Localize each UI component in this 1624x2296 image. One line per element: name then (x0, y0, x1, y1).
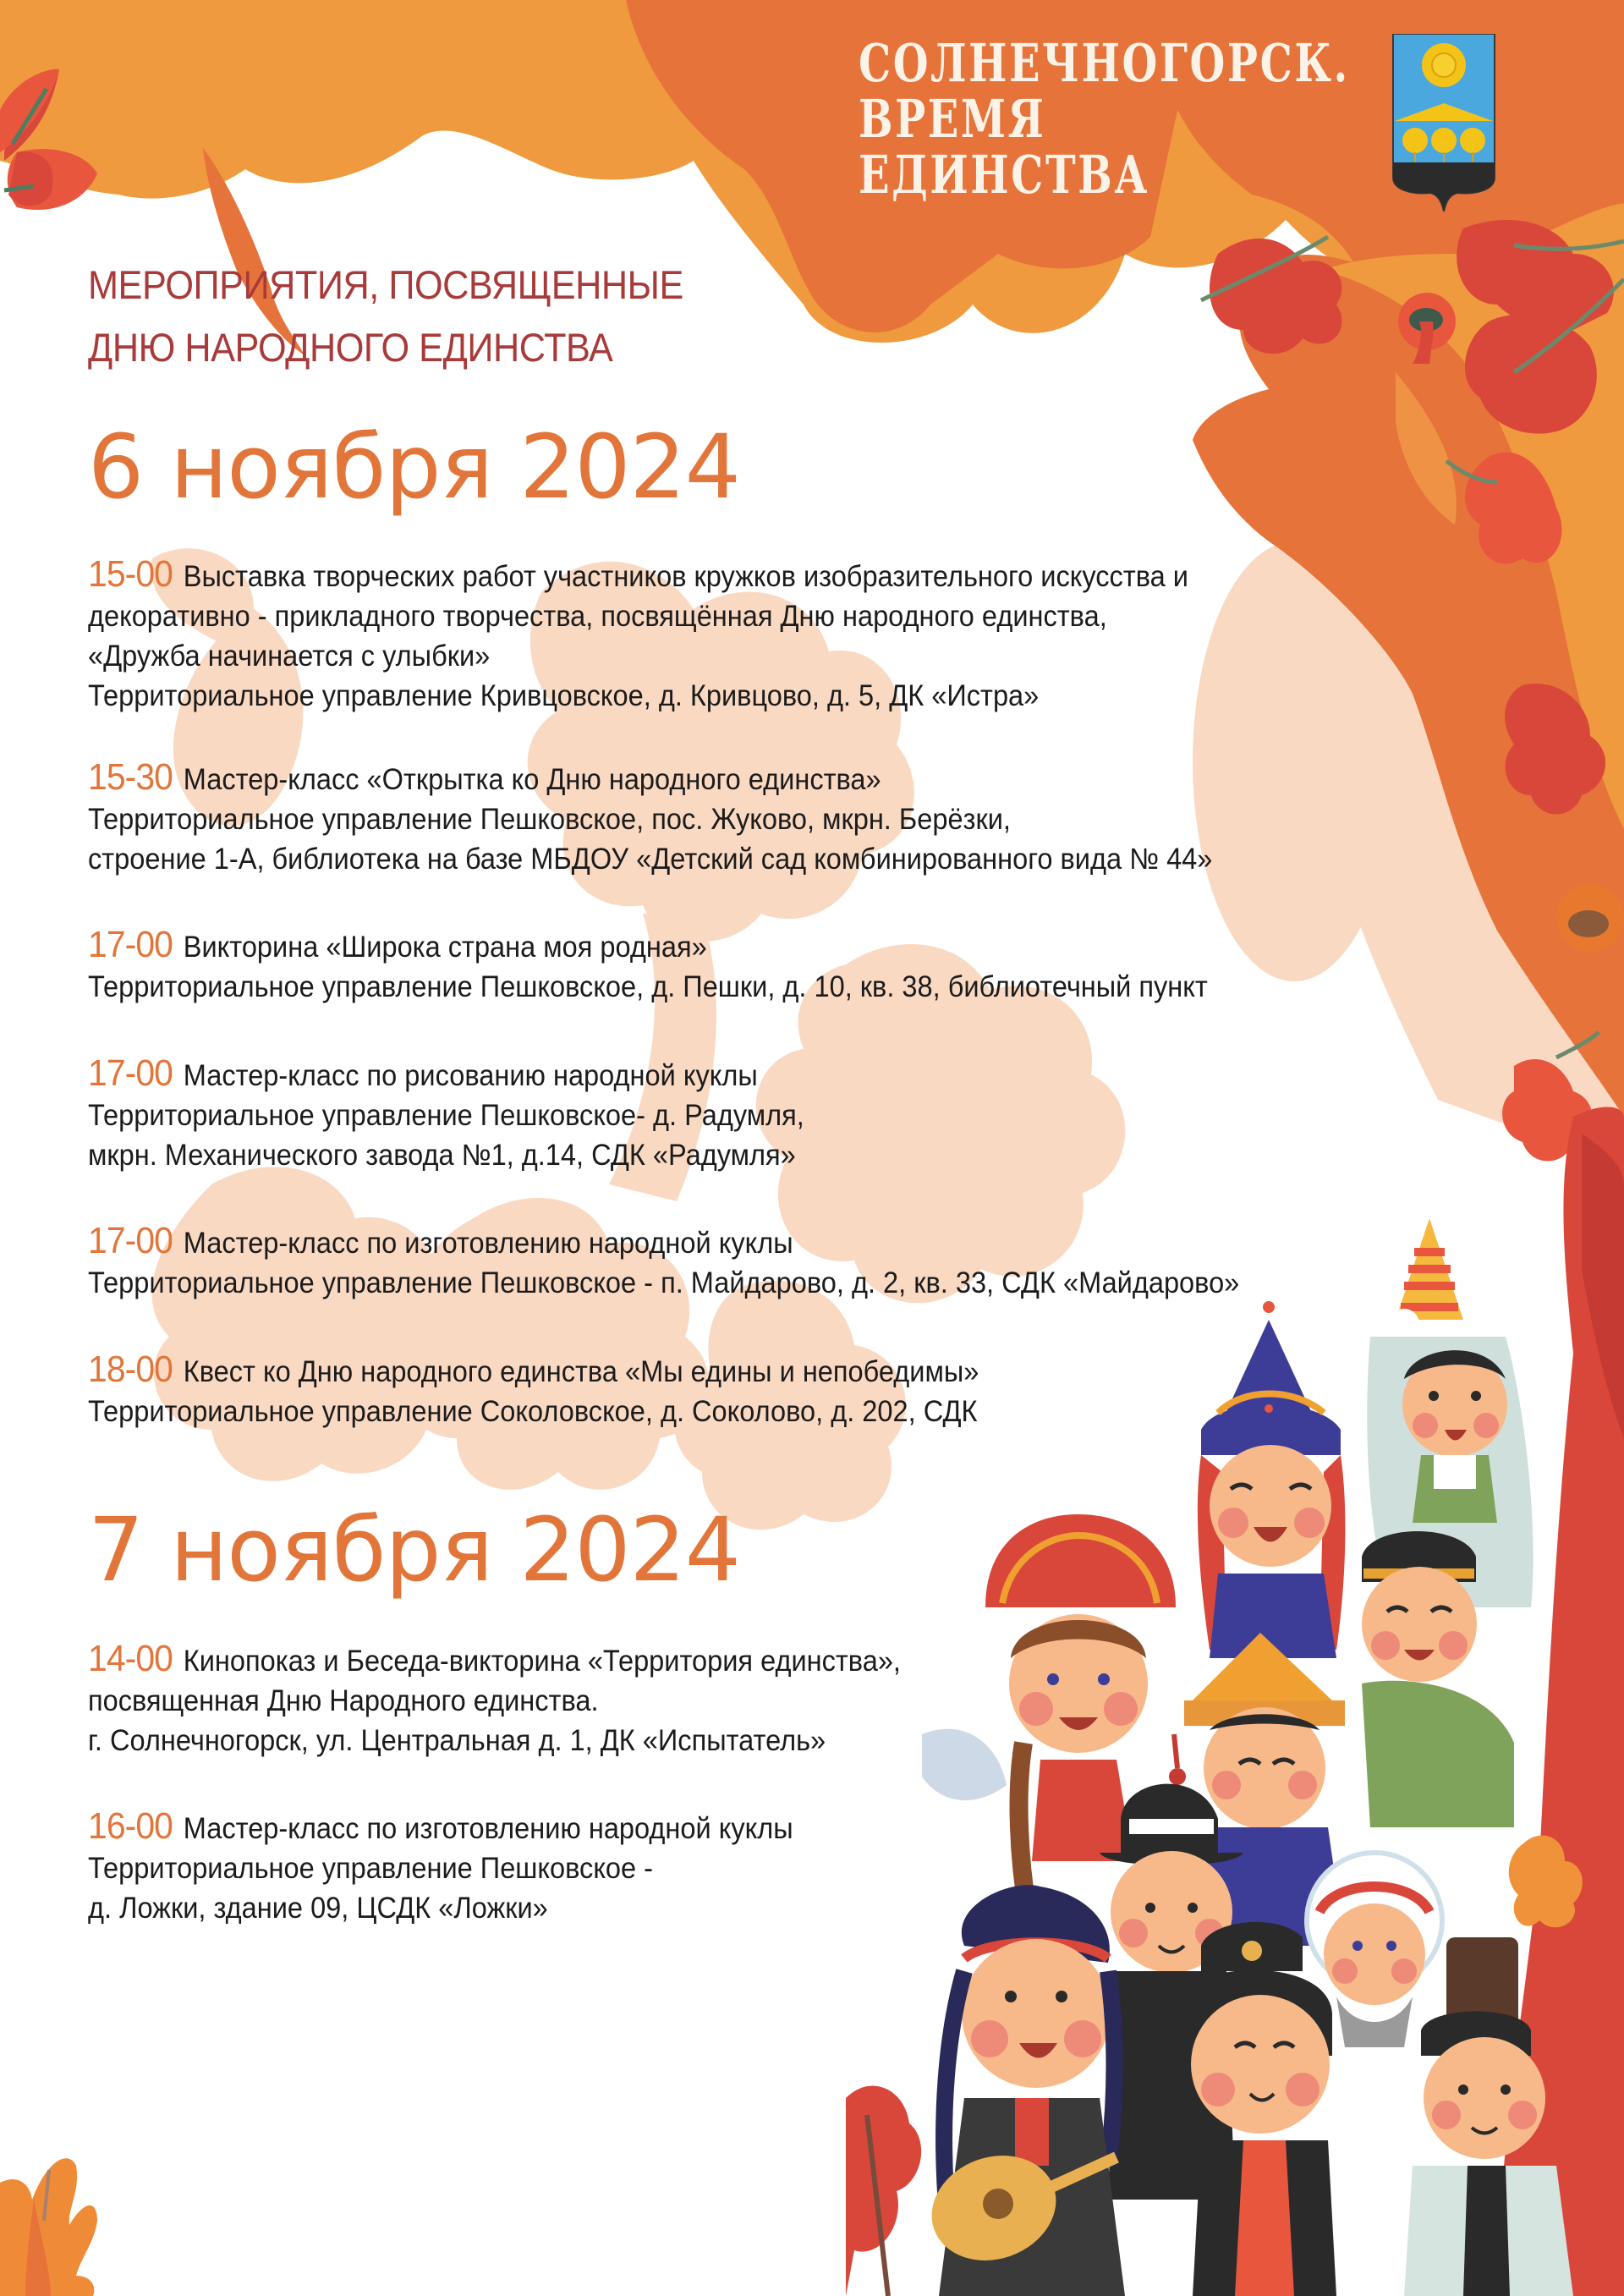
event-location: Территориальное управление Пешковское - п. Майдарово, д. 2, кв. 33, СДК «Майдарово» (88, 1266, 1240, 1299)
event-item (88, 1639, 1407, 1760)
event-time: 14-00 (88, 1638, 173, 1679)
event-location: Территориальное управление Пешковское - (88, 1852, 654, 1885)
brand-title (859, 32, 1383, 206)
event-item (88, 925, 1407, 1007)
event-location: Территориальное управление Пешковское, д. Пешки, д. 10, кв. 38, библиотечный пункт (88, 970, 1208, 1003)
event-text: посвященная Дню Народного единства. (88, 1684, 599, 1717)
event-location: г. Солнечногорск, ул. Центральная д. 1, ДК «Испытатель» (88, 1724, 826, 1757)
event-title: Мастер-класс по рисованию народной куклы (183, 1059, 758, 1092)
event-title: Мастер-класс по изготовлению народной куклы (183, 1227, 793, 1260)
event-time: 15-30 (88, 756, 173, 798)
event-title: Мастер-класс по изготовлению народной куклы (183, 1812, 793, 1845)
event-time: 15-00 (88, 553, 173, 595)
event-title: Кинопоказ и Беседа-викторина «Территория единства», (183, 1645, 901, 1678)
event-item (88, 1806, 1407, 1928)
event-title: Выставка творческих работ участников кружков изобразительного искусства и (183, 560, 1188, 593)
page-title-line-2: ДНЮ НАРОДНОГО ЕДИНСТВА (88, 325, 613, 370)
event-item (88, 757, 1407, 879)
page-title-line-1: МЕРОПРИЯТИЯ, ПОСВЯЩЕННЫЕ (88, 262, 683, 307)
date-heading-nov-6: 6 ноября 2024 (88, 415, 740, 519)
event-title: Викторина «Широка страна моя родная» (183, 931, 707, 964)
brand-line-3: ЕДИНСТВА (859, 144, 1149, 206)
event-time: 16-00 (88, 1805, 173, 1847)
event-item (88, 1221, 1407, 1303)
event-time: 18-00 (88, 1348, 173, 1390)
event-location: Территориальное управление Соколовское, д. Соколово, д. 202, СДК (88, 1395, 978, 1428)
event-location: Территориальное управление Пешковское- д. Радумля, (88, 1099, 804, 1132)
event-location: д. Ложки, здание 09, ЦСДК «Ложки» (88, 1892, 548, 1925)
event-item (88, 554, 1407, 716)
coat-of-arms-icon (1390, 34, 1498, 211)
brand-line-1: СОЛНЕЧНОГОРСК. (859, 32, 1350, 94)
event-time: 17-00 (88, 924, 173, 965)
event-location: Территориальное управление Пешковское, пос. Жуково, мкрн. Берёзки, (88, 803, 1011, 836)
event-location: мкрн. Механического завода №1, д.14, СДК «Радумля» (88, 1139, 796, 1172)
event-text: декоративно - прикладного творчества, посвящённая Дню народного единства, (88, 600, 1107, 633)
event-item (88, 1349, 1407, 1431)
event-location: Территориальное управление Кривцовское, д. Кривцово, д. 5, ДК «Истра» (88, 679, 1040, 712)
page-title (88, 254, 735, 379)
event-time: 17-00 (88, 1052, 173, 1094)
event-title: Мастер-класс «Открытка ко Дню народного единства» (183, 763, 881, 796)
brand-line-2: ВРЕМЯ (859, 88, 1046, 150)
event-item (88, 1053, 1407, 1175)
event-time: 17-00 (88, 1220, 173, 1261)
event-text: «Дружба начинается с улыбки» (88, 640, 491, 673)
event-location: строение 1-А, библиотека на базе МБДОУ «Детский сад комбинированного вида № 44» (88, 843, 1213, 876)
date-heading-nov-7: 7 ноября 2024 (88, 1498, 740, 1601)
event-title: Квест ко Дню народного единства «Мы едины и непобедимы» (183, 1355, 979, 1388)
